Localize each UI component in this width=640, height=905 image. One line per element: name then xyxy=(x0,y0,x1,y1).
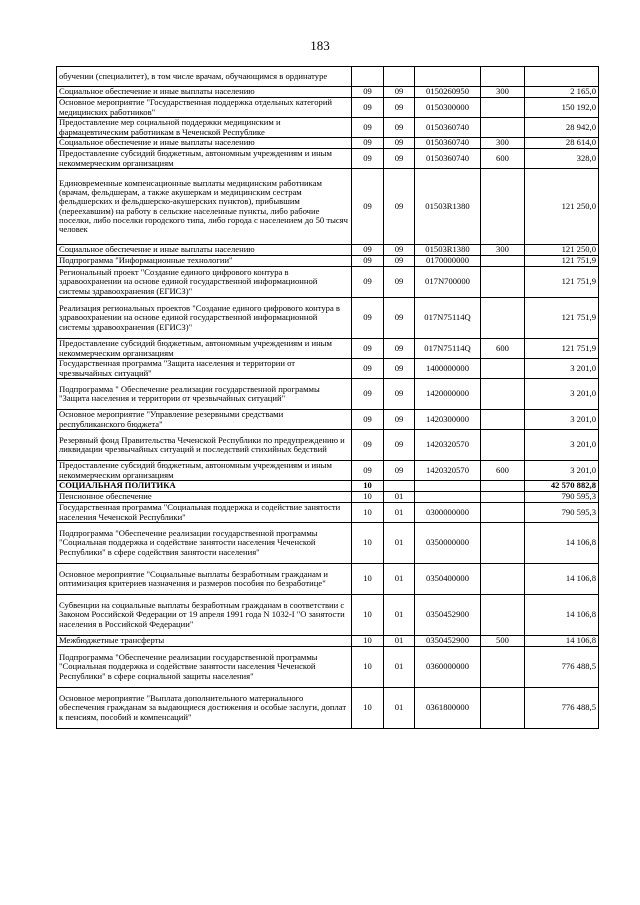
row-amount: 121 250,0 xyxy=(525,169,599,245)
row-expense-type xyxy=(481,430,525,461)
row-name: Основное мероприятие "Управление резервными средствами республиканского бюджета" xyxy=(57,410,352,430)
row-target-article: 0350452900 xyxy=(415,595,481,636)
row-target-article xyxy=(415,492,481,503)
row-subsection: 09 xyxy=(384,359,415,379)
row-target-article: 017N75114Q xyxy=(415,298,481,339)
row-name: Пенсионное обеспечение xyxy=(57,492,352,503)
table-row xyxy=(57,87,599,98)
row-subsection: 01 xyxy=(384,523,415,564)
row-subsection: 01 xyxy=(384,595,415,636)
table-row xyxy=(57,298,599,339)
row-expense-type xyxy=(481,595,525,636)
row-amount: 14 106,8 xyxy=(525,564,599,595)
page-number: 183 xyxy=(310,38,330,53)
row-subsection xyxy=(384,481,415,492)
row-section: 10 xyxy=(352,492,384,503)
row-expense-type xyxy=(481,481,525,492)
row-section: 09 xyxy=(352,138,384,149)
table-row xyxy=(57,523,599,564)
table-row xyxy=(57,430,599,461)
row-target-article: 1420320570 xyxy=(415,430,481,461)
row-target-article: 01503R1380 xyxy=(415,245,481,256)
table-row xyxy=(57,138,599,149)
row-amount: 121 751,9 xyxy=(525,298,599,339)
table-row xyxy=(57,595,599,636)
row-amount: 28 614,0 xyxy=(525,138,599,149)
row-section: 09 xyxy=(352,256,384,267)
table-row xyxy=(57,492,599,503)
row-name: Единовременные компенсационные выплаты медицинским работникам (врачам, фельдшерам, а также акушеркам и медицинским сестрам фельдшерских и фельдшерско-акушерских пунктов), прибывшим (переехавшим) на работу в сельские населенные пункты, либо рабочие поселки, либо поселки городского типа, либо города с населением до 50 тысяч человек xyxy=(57,169,352,245)
row-section: 10 xyxy=(352,503,384,523)
row-expense-type xyxy=(481,410,525,430)
row-target-article xyxy=(415,67,481,87)
row-subsection: 09 xyxy=(384,245,415,256)
row-subsection: 09 xyxy=(384,138,415,149)
row-name: Государственная программа "Защита населения и территории от чрезвычайных ситуаций" xyxy=(57,359,352,379)
table-row xyxy=(57,339,599,359)
row-subsection: 09 xyxy=(384,430,415,461)
row-name: Подпрограмма "Обеспечение реализации государственной программы "Социальная поддержка и содействие занятости населения Чеченской Республики" в сфере содействия занятости населения" xyxy=(57,523,352,564)
row-subsection: 09 xyxy=(384,267,415,298)
row-name: Основное мероприятие "Социальные выплаты безработным гражданам и оптимизация критериев назначения и размеров пособия по безработице" xyxy=(57,564,352,595)
table-row xyxy=(57,149,599,169)
row-target-article: 0150360740 xyxy=(415,149,481,169)
row-name: Социальное обеспечение и иные выплаты населению xyxy=(57,245,352,256)
row-section: 10 xyxy=(352,481,384,492)
row-target-article: 0350000000 xyxy=(415,523,481,564)
row-name: Предоставление мер социальной поддержки медицинским и фармацевтическим работникам в Чеченской Республике xyxy=(57,118,352,138)
row-name: Подпрограмма "Информационные технологии" xyxy=(57,256,352,267)
row-subsection xyxy=(384,67,415,87)
row-name: Социальное обеспечение и иные выплаты населению xyxy=(57,138,352,149)
row-expense-type xyxy=(481,98,525,118)
row-name: СОЦИАЛЬНАЯ ПОЛИТИКА xyxy=(57,481,352,492)
row-expense-type xyxy=(481,359,525,379)
row-name: Предоставление субсидий бюджетным, автономным учреждениям и иным некоммерческим организациям xyxy=(57,149,352,169)
row-name: Региональный проект "Создание единого цифрового контура в здравоохранении на основе единой государственной информационной системы здравоохранения (ЕГИСЗ)" xyxy=(57,267,352,298)
table-row xyxy=(57,67,599,87)
row-target-article: 017N75114Q xyxy=(415,339,481,359)
row-subsection: 09 xyxy=(384,118,415,138)
row-amount: 150 192,0 xyxy=(525,98,599,118)
table-row xyxy=(57,647,599,688)
row-subsection: 01 xyxy=(384,564,415,595)
row-section: 10 xyxy=(352,564,384,595)
row-amount: 776 488,5 xyxy=(525,688,599,729)
table-row xyxy=(57,245,599,256)
row-target-article: 0350400000 xyxy=(415,564,481,595)
row-amount: 121 250,0 xyxy=(525,245,599,256)
row-target-article: 1420000000 xyxy=(415,379,481,410)
row-amount: 3 201,0 xyxy=(525,359,599,379)
row-name: Предоставление субсидий бюджетным, автономным учреждениям и иным некоммерческим организациям xyxy=(57,461,352,481)
row-section: 09 xyxy=(352,98,384,118)
row-amount: 3 201,0 xyxy=(525,410,599,430)
row-amount: 328,0 xyxy=(525,149,599,169)
row-subsection: 09 xyxy=(384,339,415,359)
row-section: 10 xyxy=(352,523,384,564)
row-expense-type xyxy=(481,298,525,339)
row-expense-type: 300 xyxy=(481,138,525,149)
row-target-article: 0150360740 xyxy=(415,118,481,138)
row-expense-type: 500 xyxy=(481,636,525,647)
row-amount: 14 106,8 xyxy=(525,595,599,636)
row-name: обучении (специалитет), в том числе врачам, обучающимся в ординатуре xyxy=(57,67,352,87)
table-row xyxy=(57,359,599,379)
row-section: 09 xyxy=(352,87,384,98)
row-expense-type xyxy=(481,169,525,245)
row-amount: 121 751,9 xyxy=(525,256,599,267)
table-row xyxy=(57,98,599,118)
row-subsection: 09 xyxy=(384,298,415,339)
table-row xyxy=(57,267,599,298)
row-target-article: 1420300000 xyxy=(415,410,481,430)
row-amount: 14 106,8 xyxy=(525,523,599,564)
table-row xyxy=(57,688,599,729)
row-section: 09 xyxy=(352,149,384,169)
table-row xyxy=(57,564,599,595)
row-amount: 790 595,3 xyxy=(525,492,599,503)
row-expense-type: 600 xyxy=(481,149,525,169)
row-subsection: 09 xyxy=(384,87,415,98)
row-name: Межбюджетные трансферты xyxy=(57,636,352,647)
row-section: 09 xyxy=(352,118,384,138)
row-section: 09 xyxy=(352,169,384,245)
table-row xyxy=(57,169,599,245)
row-subsection: 01 xyxy=(384,647,415,688)
row-amount: 28 942,0 xyxy=(525,118,599,138)
row-expense-type: 300 xyxy=(481,245,525,256)
row-section: 09 xyxy=(352,430,384,461)
table-row xyxy=(57,461,599,481)
row-section: 10 xyxy=(352,595,384,636)
row-name: Реализация региональных проектов "Создание единого цифрового контура в здравоохранении на основе единой государственной информационной системы здравоохранения (ЕГИСЗ)" xyxy=(57,298,352,339)
row-section: 09 xyxy=(352,410,384,430)
row-expense-type xyxy=(481,564,525,595)
row-amount: 42 570 882,8 xyxy=(525,481,599,492)
row-subsection: 09 xyxy=(384,149,415,169)
row-expense-type xyxy=(481,492,525,503)
row-amount: 2 165,0 xyxy=(525,87,599,98)
row-section: 10 xyxy=(352,688,384,729)
row-name: Подпрограмма " Обеспечение реализации государственной программы "Защита населения и территории от чрезвычайных ситуаций" xyxy=(57,379,352,410)
row-subsection: 09 xyxy=(384,410,415,430)
row-expense-type xyxy=(481,267,525,298)
row-amount: 3 201,0 xyxy=(525,379,599,410)
row-section: 09 xyxy=(352,267,384,298)
row-expense-type xyxy=(481,256,525,267)
table-row xyxy=(57,118,599,138)
row-expense-type: 600 xyxy=(481,461,525,481)
row-name: Основное мероприятие "Государственная поддержка отдельных категорий медицинских работников" xyxy=(57,98,352,118)
row-target-article: 0170000000 xyxy=(415,256,481,267)
row-expense-type xyxy=(481,688,525,729)
table-row xyxy=(57,481,599,492)
row-target-article: 0150300000 xyxy=(415,98,481,118)
row-amount: 121 751,9 xyxy=(525,339,599,359)
row-target-article: 0300000000 xyxy=(415,503,481,523)
row-expense-type xyxy=(481,503,525,523)
row-target-article: 0361800000 xyxy=(415,688,481,729)
row-target-article xyxy=(415,481,481,492)
row-name: Субвенции на социальные выплаты безработным гражданам в соответствии с Законом Российской Федерации от 19 апреля 1991 года N 1032-I "О занятости населения в Российской Федерации" xyxy=(57,595,352,636)
row-amount: 121 751,9 xyxy=(525,267,599,298)
row-subsection: 09 xyxy=(384,461,415,481)
row-expense-type: 300 xyxy=(481,87,525,98)
row-amount: 3 201,0 xyxy=(525,461,599,481)
row-subsection: 01 xyxy=(384,492,415,503)
table-row xyxy=(57,410,599,430)
row-expense-type xyxy=(481,118,525,138)
row-expense-type xyxy=(481,523,525,564)
table-row xyxy=(57,503,599,523)
row-section: 09 xyxy=(352,379,384,410)
row-expense-type xyxy=(481,379,525,410)
row-section xyxy=(352,67,384,87)
row-section: 09 xyxy=(352,461,384,481)
table-row xyxy=(57,379,599,410)
row-amount: 790 595,3 xyxy=(525,503,599,523)
row-subsection: 09 xyxy=(384,379,415,410)
row-amount xyxy=(525,67,599,87)
row-name: Предоставление субсидий бюджетным, автономным учреждениям и иным некоммерческим организациям xyxy=(57,339,352,359)
row-name: Государственная программа "Социальная поддержка и содействие занятости населения Чеченской Республики" xyxy=(57,503,352,523)
row-amount: 776 488,5 xyxy=(525,647,599,688)
table-row xyxy=(57,256,599,267)
row-section: 10 xyxy=(352,647,384,688)
row-name: Резервный фонд Правительства Чеченской Республики по предупреждению и ликвидации чрезвычайных ситуаций и последствий стихийных бедствий xyxy=(57,430,352,461)
row-subsection: 01 xyxy=(384,636,415,647)
row-target-article: 0360000000 xyxy=(415,647,481,688)
row-target-article: 1400000000 xyxy=(415,359,481,379)
row-amount: 14 106,8 xyxy=(525,636,599,647)
budget-table xyxy=(56,66,599,729)
row-expense-type xyxy=(481,647,525,688)
row-target-article: 01503R1380 xyxy=(415,169,481,245)
row-target-article: 1420320570 xyxy=(415,461,481,481)
budget-table-body xyxy=(57,67,599,729)
row-subsection: 09 xyxy=(384,256,415,267)
row-section: 09 xyxy=(352,359,384,379)
row-target-article: 0350452900 xyxy=(415,636,481,647)
row-subsection: 09 xyxy=(384,169,415,245)
row-subsection: 01 xyxy=(384,688,415,729)
row-subsection: 09 xyxy=(384,98,415,118)
row-name: Подпрограмма "Обеспечение реализации государственной программы "Социальная поддержка и содействие занятости населения Чеченской Республики" в сфере социальной защиты населения" xyxy=(57,647,352,688)
row-target-article: 017N700000 xyxy=(415,267,481,298)
row-expense-type: 600 xyxy=(481,339,525,359)
row-section: 09 xyxy=(352,245,384,256)
row-subsection: 01 xyxy=(384,503,415,523)
row-amount: 3 201,0 xyxy=(525,430,599,461)
row-expense-type xyxy=(481,67,525,87)
row-target-article: 0150360740 xyxy=(415,138,481,149)
row-section: 10 xyxy=(352,636,384,647)
row-name: Основное мероприятие "Выплата дополнительного материального обеспечения гражданам за выдающиеся достижения и особые заслуги, доплат к пенсиям, пособий и компенсаций" xyxy=(57,688,352,729)
table-row xyxy=(57,636,599,647)
row-name: Социальное обеспечение и иные выплаты населению xyxy=(57,87,352,98)
row-section: 09 xyxy=(352,339,384,359)
row-target-article: 0150260950 xyxy=(415,87,481,98)
row-section: 09 xyxy=(352,298,384,339)
